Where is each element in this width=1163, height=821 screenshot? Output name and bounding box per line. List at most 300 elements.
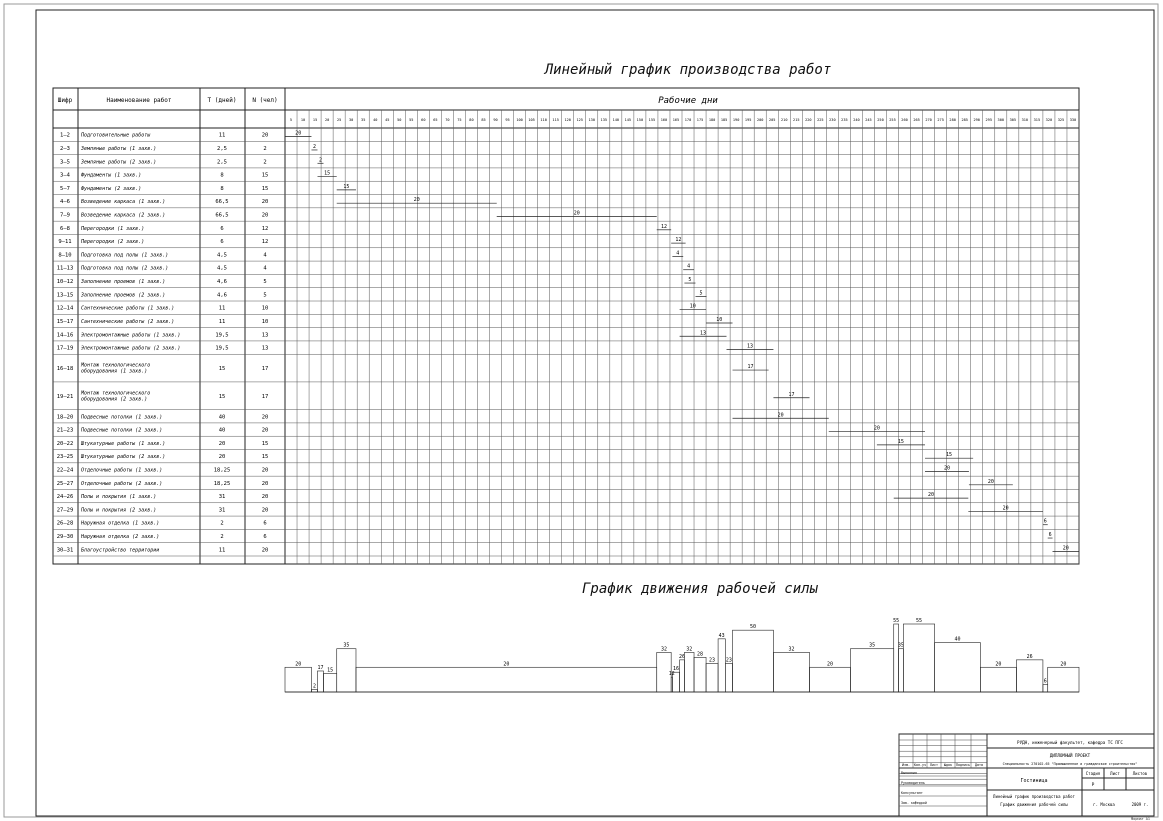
row-duration: 8: [220, 185, 224, 192]
day-tick-label: 280: [949, 118, 956, 122]
stamp-stage-value: Р: [1091, 783, 1095, 788]
workforce-step-label: 23: [725, 657, 732, 664]
row-name: Наружная отделка (2 захв.): [81, 534, 160, 541]
day-tick-label: 35: [361, 118, 366, 122]
row-name: Фундаменты (1 захв.): [81, 172, 142, 179]
workforce-step: [356, 667, 657, 692]
row-workers: 12: [261, 239, 269, 246]
day-tick-label: 125: [576, 118, 583, 122]
row-workers: 20: [261, 507, 269, 514]
row-code: 17–19: [56, 345, 74, 352]
row-name: Земляные работы (2 захв.): [81, 159, 157, 166]
gantt-bar-label: 5: [688, 277, 692, 284]
row-duration: 4,6: [217, 292, 227, 299]
day-tick-label: 185: [720, 118, 728, 122]
row-name: Возведение каркаса (1 захв.): [81, 199, 166, 206]
row-duration: 15: [218, 393, 226, 400]
row-code: 13–15: [56, 292, 74, 299]
day-tick-label: 160: [660, 118, 668, 122]
row-code: 1–2: [60, 132, 70, 139]
row-code: 21–23: [56, 427, 74, 434]
row-duration: 66,5: [215, 199, 229, 206]
row-code: 23–25: [56, 454, 74, 461]
day-tick-label: 260: [901, 118, 908, 122]
gantt-bar-label: 13: [746, 343, 753, 350]
day-tick-label: 80: [469, 118, 474, 122]
row-duration: 2,5: [217, 145, 227, 152]
workforce-step-label: 12: [668, 671, 675, 678]
day-tick-label: 240: [853, 118, 860, 122]
workforce-step-label: 28: [697, 651, 704, 658]
day-tick-label: 90: [493, 118, 498, 122]
row-workers: 13: [261, 332, 269, 339]
day-tick-label: 60: [421, 118, 426, 122]
workforce-step: [285, 667, 311, 692]
row-duration: 31: [218, 507, 226, 514]
day-tick-label: 20: [324, 118, 330, 122]
sheet-format: Формат А1: [1131, 817, 1150, 821]
row-duration: 18,25: [213, 467, 231, 474]
row-code: 8–10: [58, 252, 72, 259]
row-code: 2–3: [60, 145, 70, 152]
day-tick-label: 165: [672, 118, 680, 122]
linear-schedule-title: Линейный график производства работ: [544, 62, 832, 78]
day-tick-label: 170: [684, 118, 692, 122]
workforce-step-label: 50: [749, 624, 756, 631]
workforce-step-label: 32: [686, 646, 693, 653]
row-name: Фундаменты (2 захв.): [81, 185, 142, 192]
gantt-bar-label: 12: [660, 223, 667, 230]
day-tick-label: 140: [612, 118, 620, 122]
workforce-step-label: 2: [312, 683, 316, 690]
workforce-step-label: 6: [1043, 678, 1047, 685]
gantt-bar-label: 15: [324, 170, 331, 177]
table-rows: [53, 132, 1079, 556]
row-duration: 66,5: [215, 212, 229, 219]
day-tick-label: 105: [528, 118, 535, 122]
row-name: Монтаж технологического оборудования (1 захв.): [81, 362, 151, 375]
stamp-header-cell: Подпись: [956, 763, 970, 767]
day-tick-label: 205: [768, 118, 776, 122]
day-tick-label: 100: [516, 118, 523, 122]
schedule-table-border: [53, 88, 1079, 564]
workforce-step-label: 17: [317, 664, 324, 671]
workforce-step: [337, 649, 356, 692]
workforce-step: [684, 652, 694, 692]
row-duration: 11: [218, 305, 226, 312]
stamp-org: РУДН, инженерный факультет, кафедра ТС ПГС: [1017, 740, 1123, 745]
row-code: 9–11: [58, 239, 72, 246]
day-tick-label: 295: [985, 118, 993, 122]
row-code: 6–8: [60, 225, 70, 232]
day-tick-label: 65: [433, 118, 438, 122]
row-name: Подвесные потолки (1 захв.): [81, 414, 163, 421]
workforce-step-label: 20: [1060, 661, 1067, 668]
gantt-bar-label: 20: [413, 197, 420, 204]
day-tick-label: 30: [349, 118, 354, 122]
row-name: Благоустройство территории: [81, 547, 160, 554]
row-duration: 31: [218, 494, 226, 501]
row-workers: 20: [261, 427, 269, 434]
day-tick-label: 150: [636, 118, 644, 122]
gantt-bar-label: 20: [777, 412, 784, 419]
row-code: 12–14: [56, 305, 74, 312]
row-duration: 11: [218, 318, 226, 325]
gantt-bar-label: 2: [312, 143, 316, 150]
gantt-bar-label: 15: [946, 452, 953, 459]
header-working-days: Рабочие дни: [658, 96, 718, 106]
row-duration: 11: [218, 547, 226, 554]
row-workers: 15: [261, 185, 269, 192]
row-code: 22–24: [56, 467, 74, 474]
row-name: Возведение каркаса (2 захв.): [81, 212, 166, 219]
day-tick-label: 25: [336, 118, 342, 122]
stamp-building: Гостиница: [1020, 778, 1048, 784]
day-tick-label: 215: [793, 118, 800, 122]
stamp-header-cell: Дата: [975, 763, 983, 767]
day-tick-label: 180: [708, 118, 716, 122]
gantt-bar-label: 17: [747, 364, 754, 371]
workforce-step-label: 16: [672, 666, 680, 673]
row-duration: 15: [218, 366, 226, 373]
day-tick-label: 310: [1021, 118, 1029, 122]
row-name: Подвесные потолки (2 захв.): [81, 427, 163, 434]
workforce-step-label: 35: [897, 642, 904, 649]
row-name: Подготовка под полы (1 захв.): [81, 252, 169, 259]
row-code: 3–4: [60, 172, 70, 179]
day-tick-label: 75: [457, 118, 462, 122]
day-tick-label: 190: [732, 118, 740, 122]
day-tick-label: 300: [997, 118, 1005, 122]
workforce-step-label: 20: [503, 661, 510, 668]
workforce-step-label: 15: [327, 667, 334, 674]
stamp-sheets-header: Листов: [1132, 771, 1148, 776]
row-code: 11–13: [56, 265, 74, 272]
row-workers: 6: [263, 520, 267, 527]
stamp-sheet-title-1: Линейный график производства работ: [993, 794, 1075, 799]
row-duration: 20: [218, 454, 226, 461]
workforce-step: [903, 624, 934, 692]
workforce-step-label: 55: [893, 618, 900, 624]
day-grid: [290, 110, 1079, 564]
row-workers: 20: [261, 480, 269, 487]
workforce-step-label: 26: [678, 653, 686, 660]
workforce-step-label: 26: [1026, 653, 1033, 660]
gantt-bar-label: 4: [676, 250, 680, 257]
day-tick-label: 230: [829, 118, 836, 122]
day-tick-label: 305: [1009, 118, 1017, 122]
header-name: Наименование работ: [106, 97, 172, 104]
row-duration: 40: [218, 414, 226, 421]
gantt-bar-label: 15: [897, 438, 904, 445]
header-duration: T (дней): [207, 97, 237, 104]
row-code: 18–20: [56, 414, 74, 421]
workforce-step-label: 20: [295, 661, 302, 668]
row-duration: 4,5: [217, 265, 227, 272]
day-tick-label: 250: [877, 118, 884, 122]
row-name: Электромонтажные работы (1 захв.): [81, 332, 181, 339]
row-workers: 20: [261, 494, 269, 501]
row-workers: 20: [261, 547, 269, 554]
day-tick-label: 220: [805, 118, 812, 122]
row-workers: 12: [261, 225, 269, 232]
day-tick-label: 130: [588, 118, 596, 122]
row-workers: 4: [263, 252, 267, 259]
row-code: 15–17: [56, 318, 74, 325]
day-tick-label: 5: [289, 118, 293, 122]
workforce-step: [1048, 667, 1079, 692]
stamp-specialty: Специальность 270102.65 "Промышленное и гражданское строительство": [1002, 762, 1138, 766]
day-tick-label: 235: [841, 118, 848, 122]
workforce-step: [1016, 660, 1042, 692]
row-workers: 15: [261, 440, 269, 447]
header-workers: N (чел): [252, 97, 278, 104]
workforce-chart-title: График движения рабочей силы: [581, 581, 819, 597]
stamp-role: Руководитель: [901, 781, 925, 785]
day-tick-label: 325: [1057, 118, 1065, 122]
row-workers: 10: [261, 305, 269, 312]
stamp-header-cell: Кол.уч: [914, 763, 926, 767]
day-tick-label: 115: [552, 118, 559, 122]
row-code: 14–16: [56, 332, 74, 339]
row-code: 26–28: [56, 520, 74, 527]
day-tick-label: 50: [397, 118, 402, 122]
workforce-step: [323, 673, 336, 692]
stamp-header-cell: №док: [944, 763, 952, 767]
day-tick-label: 330: [1069, 118, 1077, 122]
row-name: Перегородки (1 захв.): [81, 225, 145, 232]
stamp-role: Выполнил: [901, 771, 917, 775]
workforce-step: [850, 649, 893, 692]
row-code: 16–18: [56, 366, 74, 373]
stamp-year: 2009 г.: [1131, 802, 1149, 807]
row-duration: 4,6: [217, 279, 227, 286]
day-tick-label: 175: [696, 118, 704, 122]
day-tick-label: 290: [973, 118, 980, 122]
gantt-bar-label: 10: [689, 303, 696, 310]
row-workers: 4: [263, 265, 267, 272]
gantt-bar-label: 5: [699, 290, 703, 297]
row-duration: 18,25: [213, 480, 231, 487]
workforce-step: [733, 630, 774, 692]
row-workers: 15: [261, 172, 269, 179]
inner-frame: [36, 10, 1154, 816]
workforce-step: [980, 667, 1016, 692]
workforce-step-label: 35: [869, 642, 876, 649]
gantt-bar-label: 6: [1043, 518, 1047, 525]
schedule-table: [53, 88, 1079, 564]
workforce-step: [894, 624, 899, 692]
row-name: Перегородки (2 захв.): [81, 239, 145, 246]
gantt-bar-label: 20: [928, 492, 935, 499]
gantt-bar-label: 20: [943, 465, 950, 472]
row-name: Подготовительные работы: [81, 132, 151, 139]
row-name: Заполнение проемов (2 захв.): [81, 292, 166, 299]
row-duration: 2: [220, 520, 224, 527]
day-tick-label: 110: [540, 118, 547, 122]
workforce-step-label: 23: [709, 657, 716, 664]
workforce-step: [718, 639, 725, 692]
workforce-step: [1043, 685, 1048, 692]
workforce-step: [810, 667, 851, 692]
row-workers: 20: [261, 414, 269, 421]
gantt-bar-label: 15: [343, 183, 350, 190]
row-duration: 2: [220, 534, 224, 541]
workforce-step: [694, 657, 706, 692]
row-code: 29–30: [56, 534, 74, 541]
day-tick-label: 255: [889, 118, 896, 122]
row-workers: 20: [261, 132, 269, 139]
row-workers: 2: [263, 159, 267, 166]
day-tick-label: 40: [373, 118, 378, 122]
row-name: Монтаж технологического оборудования (2 захв.): [81, 390, 151, 403]
stamp-left-grid: [899, 734, 987, 806]
day-tick-label: 285: [961, 118, 968, 122]
row-code: 3–5: [60, 159, 70, 166]
day-tick-label: 70: [445, 118, 450, 122]
day-tick-label: 320: [1045, 118, 1053, 122]
row-workers: 17: [261, 366, 269, 373]
day-tick-label: 265: [913, 118, 920, 122]
row-duration: 11: [218, 132, 226, 139]
row-name: Штукатурные работы (2 захв.): [81, 454, 166, 461]
workforce-step-label: 20: [826, 661, 833, 668]
workforce-step-label: 35: [343, 642, 350, 649]
workforce-step: [317, 671, 323, 692]
workforce-step: [680, 660, 685, 692]
day-tick-label: 55: [409, 118, 414, 122]
day-tick-label: 225: [817, 118, 824, 122]
row-name: Штукатурные работы (1 захв.): [81, 440, 166, 447]
row-name: Полы и покрытия (2 захв.): [81, 507, 157, 514]
row-duration: 19,5: [215, 332, 229, 339]
gantt-bar-label: 20: [1062, 545, 1069, 552]
gantt-bar-label: 10: [716, 316, 723, 323]
row-duration: 20: [218, 440, 226, 447]
row-name: Полы и покрытия (1 захв.): [81, 494, 157, 501]
day-tick-label: 120: [564, 118, 571, 122]
workforce-step-label: 55: [915, 618, 923, 624]
row-code: 24–26: [56, 494, 74, 501]
stamp-sheet-title-2: График движения рабочей силы: [1000, 802, 1068, 807]
row-workers: 15: [261, 454, 269, 461]
outer-frame: [4, 4, 1158, 817]
stamp-header-cell: Изм.: [902, 763, 910, 767]
day-tick-label: 45: [385, 118, 390, 122]
day-tick-label: 245: [865, 118, 872, 122]
stamp-role: Консультант: [901, 791, 923, 795]
gantt-bar-label: 20: [873, 425, 880, 432]
day-tick-label: 15: [312, 118, 318, 122]
workforce-step-label: 40: [954, 636, 961, 643]
row-name: Подготовка под полы (2 захв.): [81, 265, 169, 272]
row-code: 10–12: [56, 279, 74, 286]
stamp-project: ДИПЛОМНЫЙ ПРОЕКТ: [1049, 753, 1091, 758]
workforce-step-label: 20: [995, 661, 1002, 668]
row-duration: 8: [220, 172, 224, 179]
gantt-bar-label: 12: [675, 237, 682, 244]
row-code: 7–9: [60, 212, 70, 219]
day-tick-label: 135: [600, 118, 608, 122]
workforce-step: [899, 649, 904, 692]
stamp-stage-header: Стадия: [1085, 771, 1101, 776]
workforce-step: [311, 690, 317, 692]
row-name: Отделочные работы (2 захв.): [81, 480, 163, 487]
day-tick-label: 270: [925, 118, 932, 122]
gantt-bar-label: 20: [987, 478, 994, 485]
gantt-bar-label: 2: [318, 157, 322, 164]
row-code: 27–29: [56, 507, 74, 514]
row-workers: 2: [263, 145, 267, 152]
row-workers: 5: [263, 292, 267, 299]
row-workers: 17: [261, 393, 269, 400]
day-tick-label: 315: [1033, 118, 1041, 122]
row-workers: 13: [261, 345, 269, 352]
row-workers: 20: [261, 467, 269, 474]
row-duration: 19,5: [215, 345, 229, 352]
row-code: 25–27: [56, 480, 74, 487]
row-duration: 4,5: [217, 252, 227, 259]
row-code: 20–22: [56, 440, 74, 447]
day-tick-label: 195: [744, 118, 752, 122]
title-block: [899, 734, 1154, 816]
workforce-step-label: 32: [788, 646, 795, 653]
header-code: Шифр: [57, 97, 73, 104]
workforce-step: [773, 652, 809, 692]
gantt-bar-label: 20: [295, 130, 302, 137]
row-workers: 10: [261, 318, 269, 325]
stamp-sheet-header: Лист: [1110, 771, 1120, 776]
workforce-chart: [285, 618, 1079, 692]
day-tick-label: 155: [648, 118, 656, 122]
row-workers: 20: [261, 212, 269, 219]
workforce-step-label: 32: [660, 646, 667, 653]
row-name: Электромонтажные работы (2 захв.): [81, 345, 181, 352]
workforce-step: [706, 664, 718, 692]
day-tick-label: 275: [937, 118, 944, 122]
row-name: Заполнение проемов (1 захв.): [81, 279, 166, 286]
stamp-header-cell: Лист: [930, 763, 938, 767]
row-duration: 6: [220, 225, 224, 232]
row-code: 5–7: [60, 185, 70, 192]
gantt-bar-label: 20: [1002, 505, 1009, 512]
row-duration: 6: [220, 239, 224, 246]
row-name: Земляные работы (1 захв.): [81, 145, 157, 152]
row-code: 19–21: [56, 393, 74, 400]
day-tick-label: 200: [756, 118, 764, 122]
gantt-bar-label: 17: [788, 391, 795, 398]
workforce-step: [935, 643, 981, 692]
day-tick-label: 95: [505, 118, 510, 122]
day-tick-label: 210: [781, 118, 788, 122]
gantt-bar-label: 4: [687, 263, 691, 270]
workforce-step-label: 43: [718, 632, 725, 639]
row-name: Сантехнические работы (1 захв.): [81, 305, 175, 312]
row-duration: 40: [218, 427, 226, 434]
row-workers: 6: [263, 534, 267, 541]
row-code: 30–31: [56, 547, 74, 554]
day-tick-label: 85: [481, 118, 486, 122]
stamp-role: Зав. кафедрой: [901, 801, 927, 805]
workforce-step: [725, 664, 732, 692]
day-tick-label: 10: [300, 118, 306, 122]
gantt-bar-label: 13: [700, 330, 707, 337]
row-duration: 2,5: [217, 159, 227, 166]
row-workers: 20: [261, 199, 269, 206]
row-name: Наружная отделка (1 захв.): [81, 520, 160, 527]
row-name: Отделочные работы (1 захв.): [81, 467, 163, 474]
row-workers: 5: [263, 279, 267, 286]
